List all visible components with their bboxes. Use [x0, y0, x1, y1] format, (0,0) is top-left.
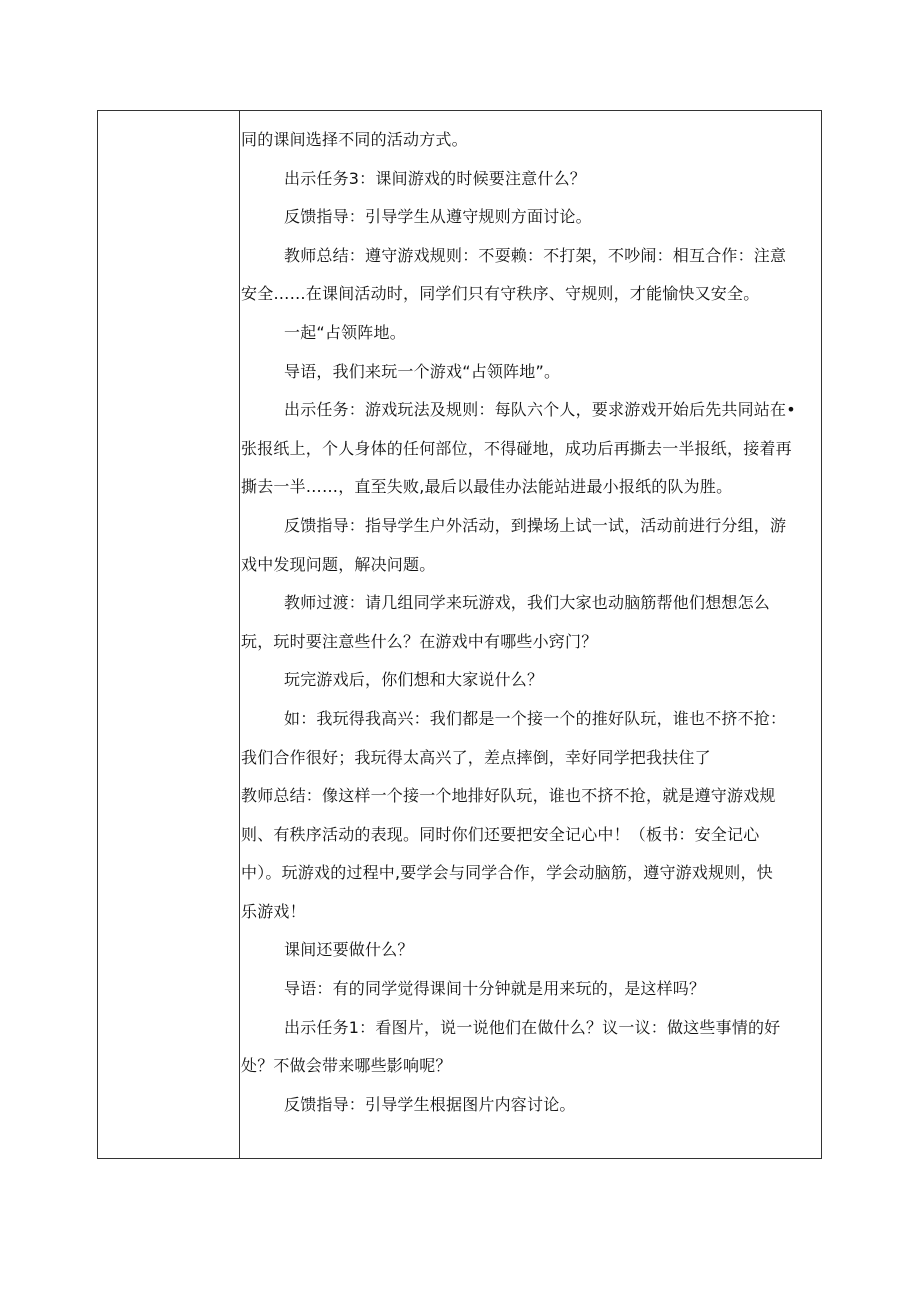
text-line: 教师总结：遵守游戏规则：不耍赖：不打架，不吵闹：相互合作：注意: [284, 245, 787, 265]
text-line: 反馈指导：引导学生从遵守规则方面讨论。: [284, 207, 592, 227]
text-line: 出示任务：游戏玩法及规则：每队六个人，要求游戏开始后先共同站在•: [284, 400, 796, 420]
text-line: 教师总结：像这样一个接一个地排好队玩，谁也不挤不抢，就是遵守游戏规: [241, 786, 776, 806]
text-line: 我们合作很好；我玩得太高兴了，差点摔倒，幸好同学把我扶住了: [241, 747, 711, 767]
text-line: 反馈指导：引导学生根据图片内容讨论。: [284, 1094, 576, 1114]
text-line: 课间还要做什么？: [284, 940, 414, 960]
text-line: 导语，我们来玩一个游戏“占领阵地”。: [284, 361, 561, 381]
text-line: 撕去一半……，直至失败,最后以最佳办法能站进最小报纸的队为胜。: [241, 477, 733, 497]
text-line: 出示任务1：看图片，说一说他们在做什么？议一议：做这些事情的好: [284, 1017, 781, 1037]
text-line: 导语：有的同学觉得课间十分钟就是用来玩的，是这样吗？: [284, 979, 706, 999]
text-line: 张报纸上，个人身体的任何部位，不得碰地，成功后再撕去一半报纸，接着再: [241, 438, 792, 458]
text-line: 则、有秩序活动的表现。同时你们还要把安全记心中！（板书：安全记心: [241, 824, 760, 844]
text-line: 同的课间选择不同的活动方式。: [241, 130, 468, 149]
text-line: 中）。玩游戏的过程中,要学会与同学合作，学会动脑筋，遵守游戏规则，快: [241, 863, 773, 883]
text-line: 反馈指导：指导学生户外活动，到操场上试一试，活动前进行分组，游: [284, 515, 787, 535]
lesson-table: [97, 110, 822, 1159]
text-line: 处？不做会带来哪些影响呢？: [241, 1056, 452, 1076]
text-line: 出示任务3：课间游戏的时候要注意什么？: [284, 168, 586, 188]
text-line: 一起“占领阵地。: [284, 322, 406, 342]
text-line: 安全……在课间活动时，同学们只有守秩序、守规则，才能愉快又安全。: [241, 284, 760, 304]
lesson-content-cell: [241, 121, 819, 1124]
text-line: 乐游戏！: [241, 901, 306, 921]
text-line: 如：我玩得我高兴：我们都是一个接一个的推好队玩，谁也不挤不抢：: [284, 708, 787, 728]
text-line: 戏中发现问题，解决问题。: [241, 554, 436, 574]
left-column-cell: [98, 111, 240, 1158]
text-line: 玩，玩时要注意些什么？在游戏中有哪些小窍门？: [241, 631, 598, 651]
text-line: 教师过渡：请几组同学来玩游戏，我们大家也动脑筋帮他们想想怎么: [284, 593, 771, 613]
text-line: 玩完游戏后，你们想和大家说什么？: [284, 670, 544, 690]
